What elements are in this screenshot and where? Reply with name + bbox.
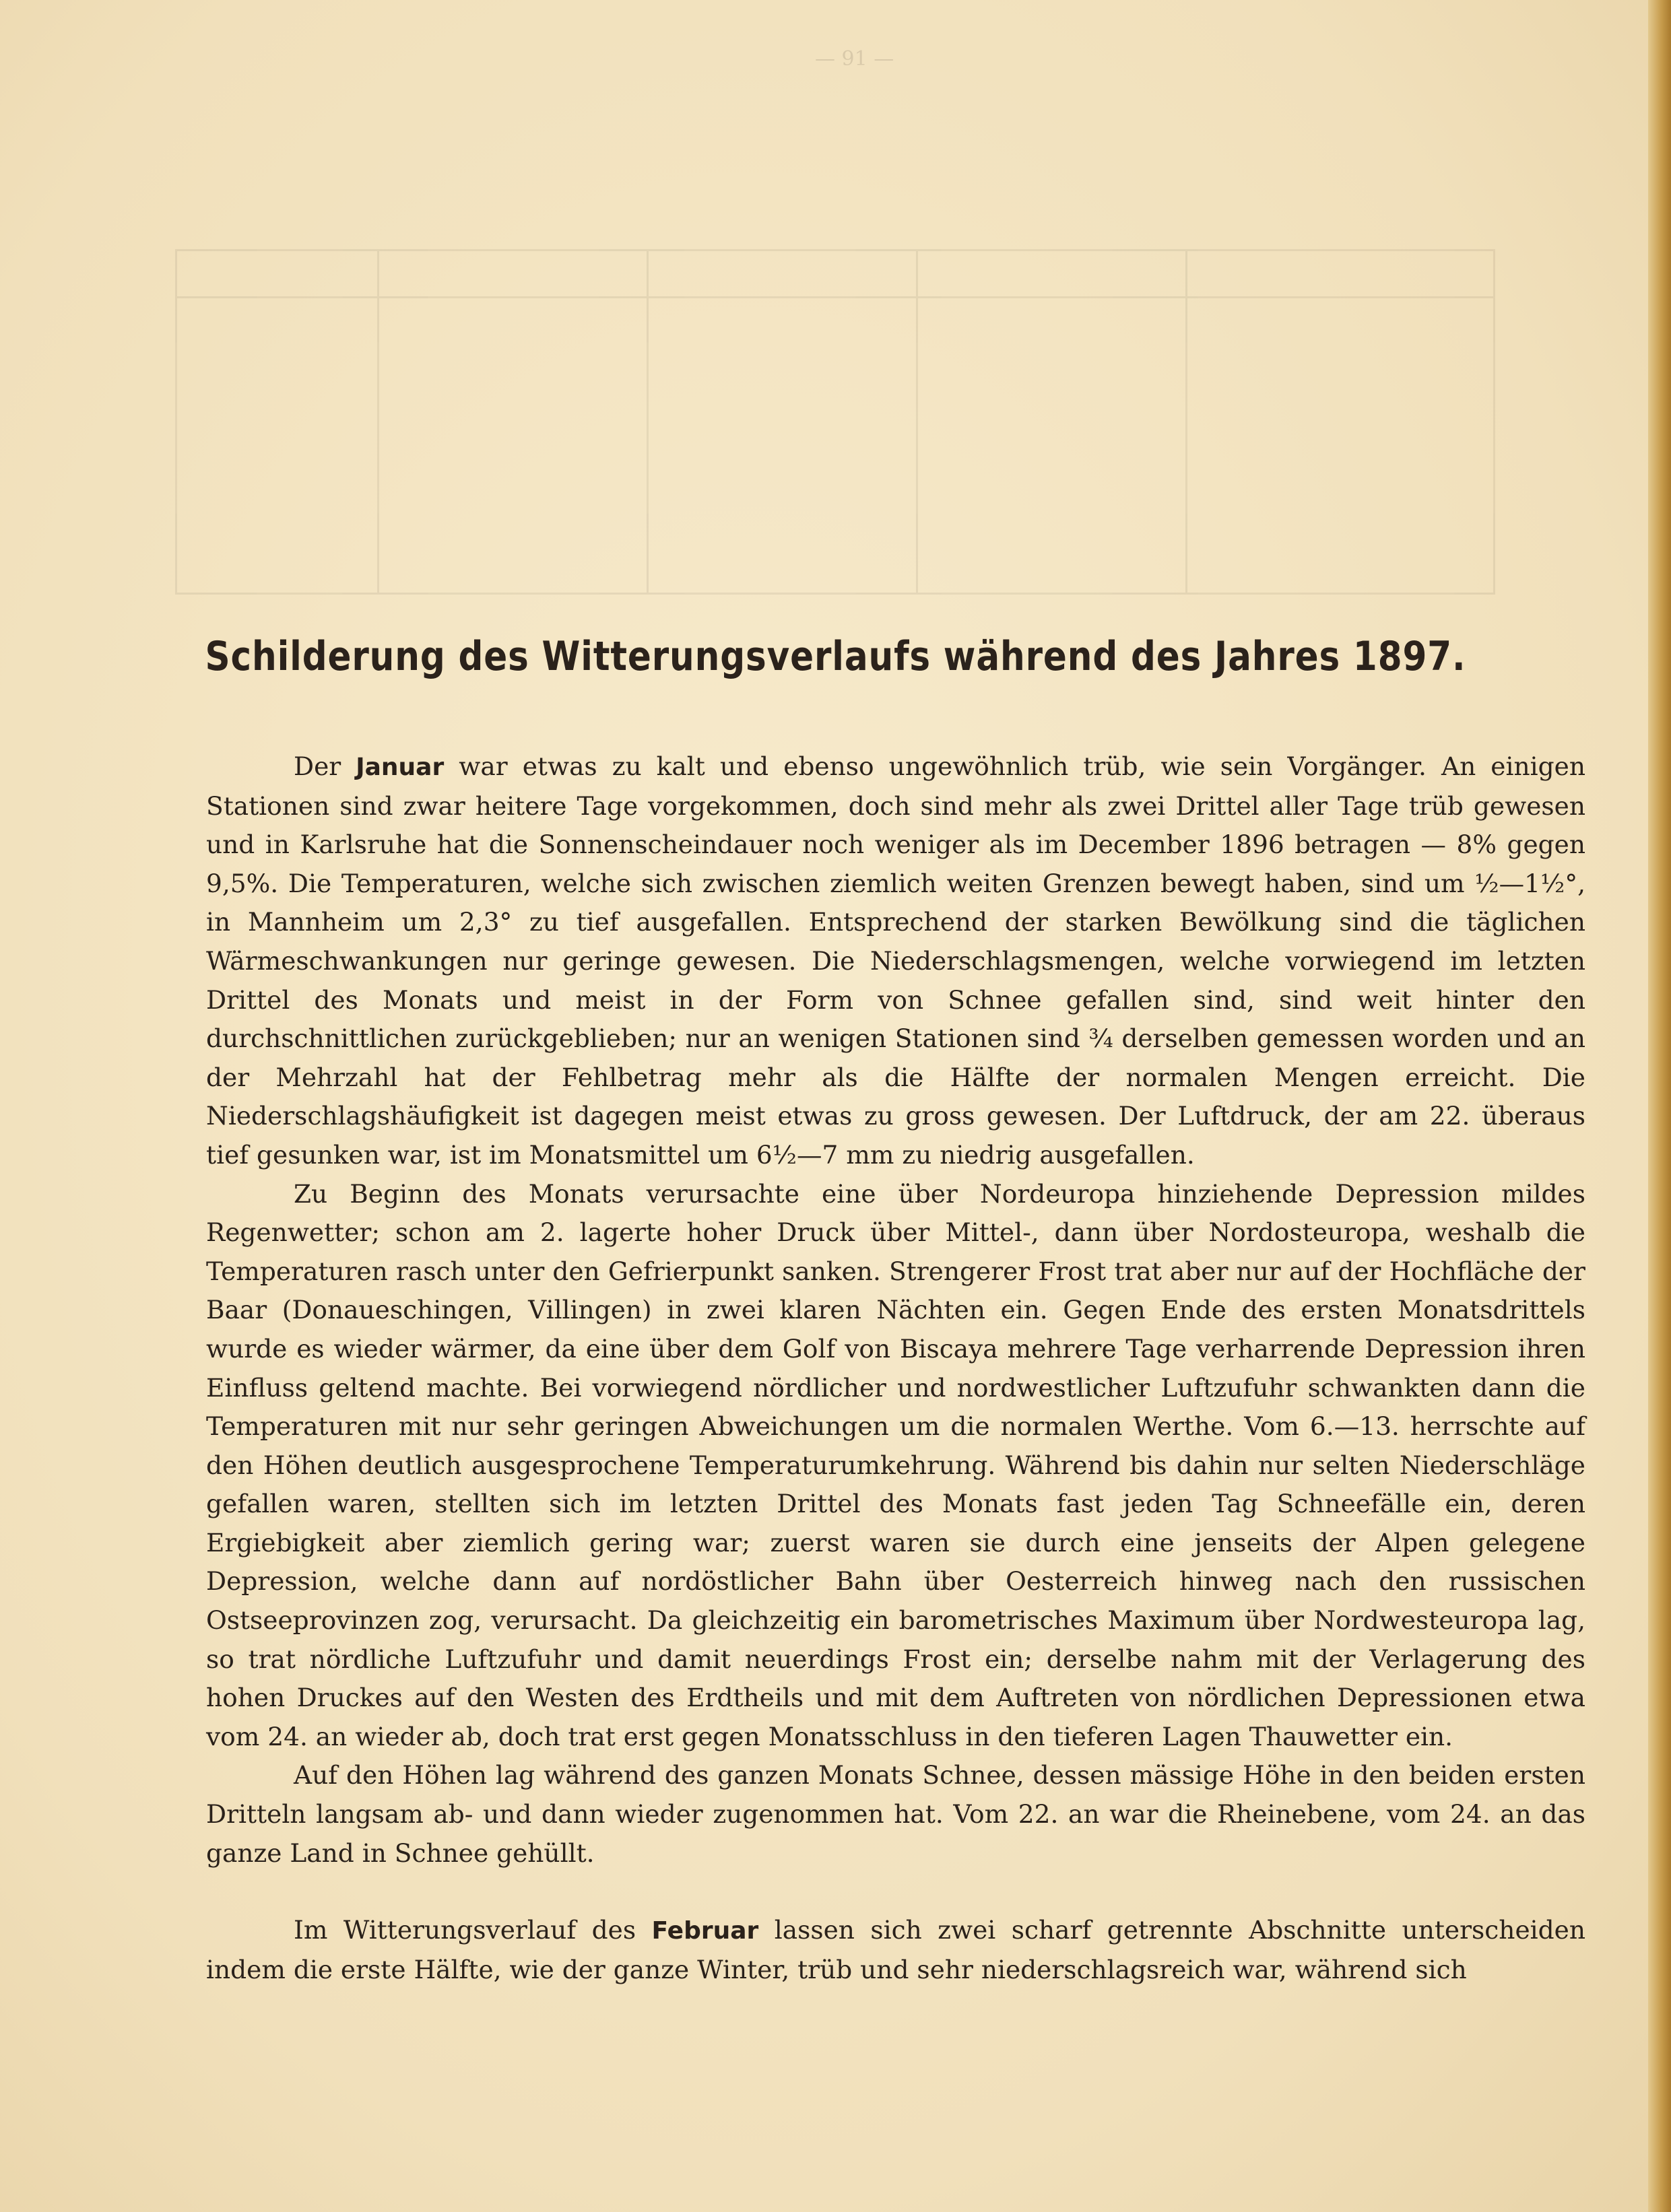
month-keyword-februar: Februar [651, 1917, 759, 1945]
paragraph-text: lassen sich zwei scharf getrennte Abschnitte unterscheiden indem die erste Hälfte, wie der ganze Winter, trüb und sehr niederschlagsreich war, während sich [206, 1915, 1585, 1984]
paragraph-februar [206, 1911, 1585, 1989]
paragraph-text: Der [294, 751, 356, 781]
page-title: Schilderung des Witterungsverlaufs während des Jahres 1897. [205, 633, 1466, 680]
show-through-table [175, 121, 1495, 606]
body-text [206, 747, 1585, 1989]
page-number: — 91 — [815, 47, 894, 71]
book-spine-edge [1648, 0, 1671, 2212]
paragraph-text: war etwas zu kalt und ebenso ungewöhnlich trüb, wie sein Vorgänger. An einigen Stationen sind zwar heitere Tage vorgekommen, doch sind mehr als zwei Drittel aller Tage trüb gewesen und in Karlsruhe hat die Sonnenscheindauer noch weniger als im December 1896 betragen — 8% gegen 9,5%. Die Temperaturen, welche sich zwischen ziemlich weiten Grenzen bewegt haben, sind um ½—1½°, in Mannheim um 2,3° zu tief ausgefallen. Entsprechend der starken Bewölkung sind die täglichen Wärmeschwankungen nur geringe gewesen. Die Niederschlagsmengen, welche vorwiegend im letzten Drittel des Monats und meist in der Form von Schnee gefallen sind, sind weit hinter den durchschnittlichen zurückgeblieben; nur an wenigen Stationen sind ¾ derselben gemessen worden und an der Mehrzahl hat der Fehlbetrag mehr als die Hälfte der normalen Mengen erreicht. Die Niederschlagshäufigkeit ist dagegen meist etwas zu gross gewesen. Der Luftdruck, der am 22. überaus tief gesunken war, ist im Monatsmittel um 6½—7 mm zu niedrig ausgefallen. [206, 751, 1585, 1170]
month-keyword-januar: Januar [356, 753, 445, 781]
paragraph-januar-course: Zu Beginn des Monats verursachte eine über Nordeuropa hinziehende Depression mildes Regenwetter; schon am 2. lagerte hoher Druck über Mittel-, dann über Nordosteuropa, weshalb die Temperaturen rasch unter den Gefrierpunkt sanken. Strengerer Frost trat aber nur auf der Hochfläche der Baar (Donaueschingen, Villingen) in zwei klaren Nächten ein. Gegen Ende des ersten Monatsdrittels wurde es wieder wärmer, da eine über dem Golf von Biscaya mehrere Tage verharrende Depression ihren Einfluss geltend machte. Bei vorwiegend nördlicher und nordwestlicher Luftzufuhr schwankten dann die Temperaturen mit nur sehr geringen Abweichungen um die normalen Werthe. Vom 6.—13. herrschte auf den Höhen deutlich ausgesprochene Temperaturumkehrung. Während bis dahin nur selten Niederschläge gefallen waren, stellten sich im letzten Drittel des Monats fast jeden Tag Schneefälle ein, deren Ergiebigkeit aber ziemlich gering war; zuerst waren sie durch eine jenseits der Alpen gelegene Depression, welche dann auf nordöstlicher Bahn über Oesterreich hinweg nach den russischen Ostseeprovinzen zog, verursacht. Da gleichzeitig ein barometrisches Maximum über Nordwesteuropa lag, so trat nördliche Luftzufuhr und damit neuerdings Frost ein; derselbe nahm mit der Verlagerung des hohen Druckes auf den Westen des Erdtheils und mit dem Auftreten von nördlichen Depressionen etwa vom 24. an wieder ab, doch trat erst gegen Monatsschluss in den tieferen Lagen Thauwetter ein. [206, 1178, 1585, 1751]
paragraph-januar-snow: Auf den Höhen lag während des ganzen Monats Schnee, dessen mässige Höhe in den beiden ersten Dritteln langsam ab- und dann wieder zugenommen hat. Vom 22. an war die Rheinebene, vom 24. an das ganze Land in Schnee gehüllt. [206, 1760, 1585, 1868]
paragraph-januar [206, 747, 1585, 1175]
paragraph-text: Im Witterungsverlauf des [294, 1915, 652, 1945]
